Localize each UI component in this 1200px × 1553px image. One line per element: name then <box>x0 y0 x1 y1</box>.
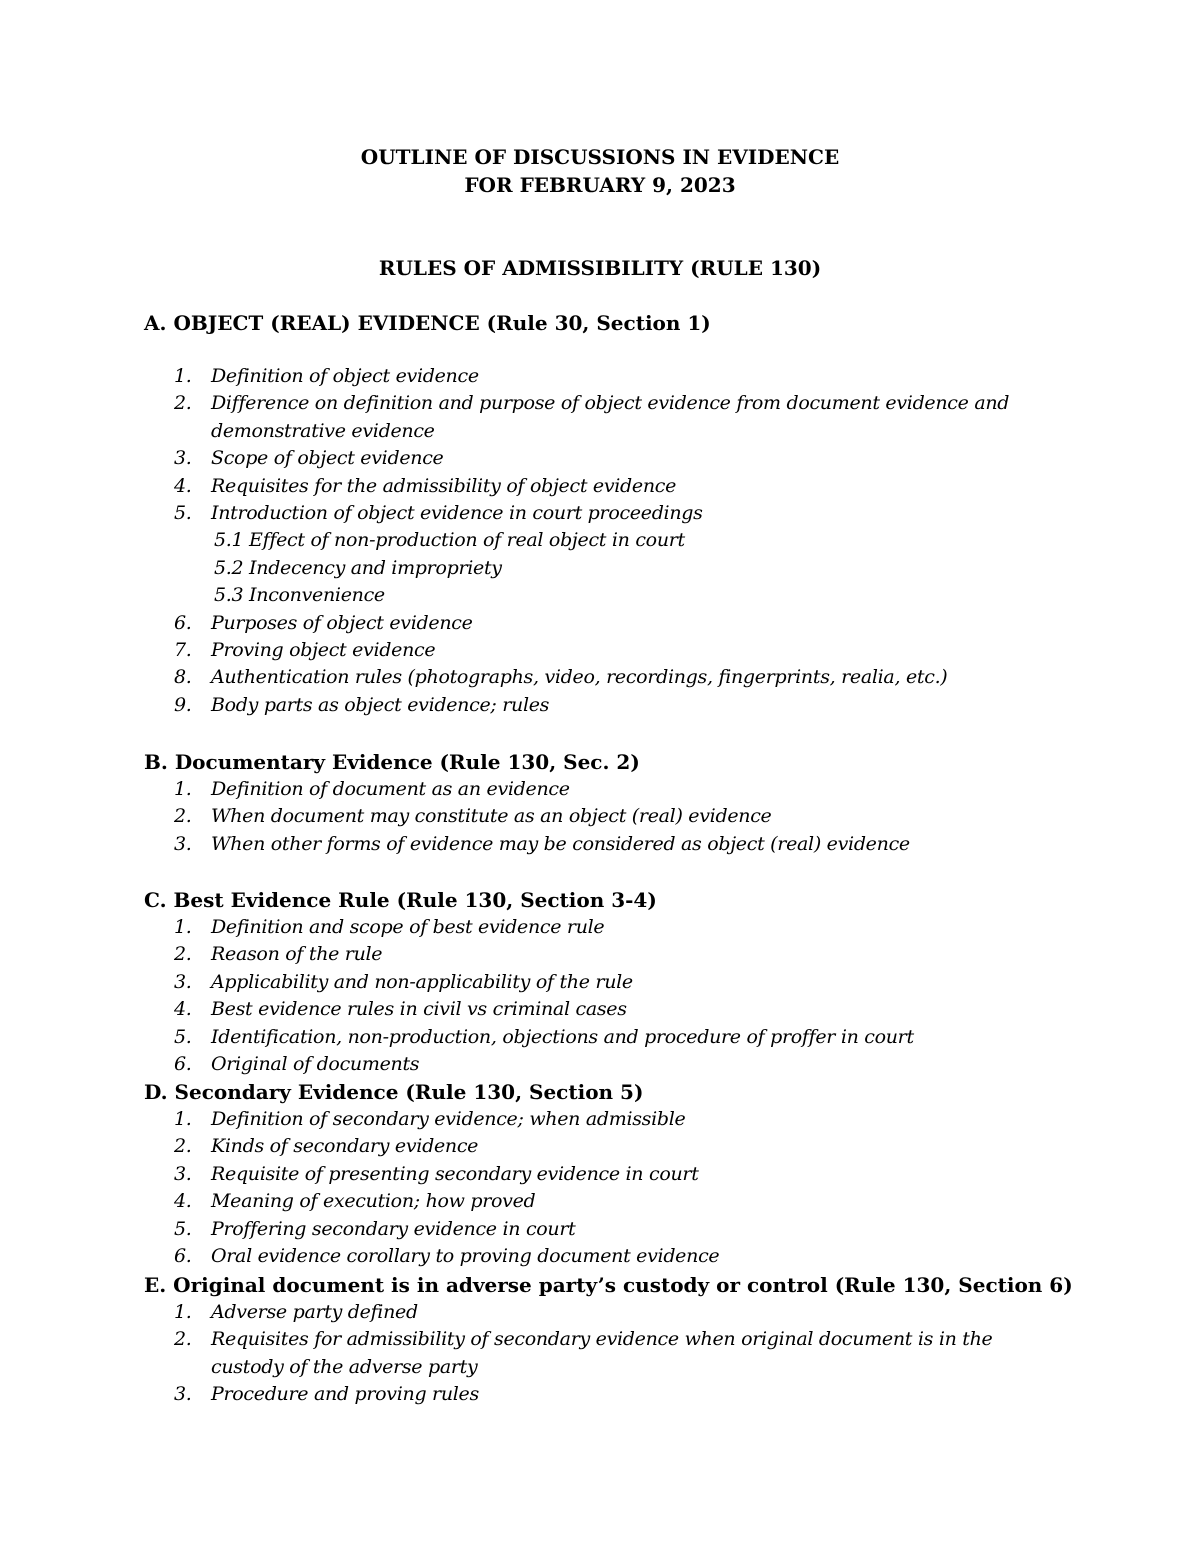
sub-item: 5.2 Indecency and impropriety <box>214 556 502 579</box>
item-number: 5. <box>174 1217 192 1240</box>
item-text: Introduction of object evidence in court proceedings <box>211 502 703 525</box>
item-text: Authentication rules (photographs, video, recordings, fingerprints, realia, etc.) <box>211 666 948 689</box>
item-number: 4. <box>174 998 192 1021</box>
item-text: Purposes of object evidence <box>211 611 473 634</box>
list-item <box>144 692 1060 719</box>
item-text: Definition of document as an evidence <box>211 778 570 800</box>
item-number: 1. <box>174 916 192 938</box>
item-number: 3. <box>174 832 192 855</box>
section-e <box>144 1271 1073 1409</box>
list-item <box>144 363 1060 390</box>
item-text: Requisites for admissibility of secondary evidence when original document is in the custody of the adverse party <box>211 1328 993 1378</box>
item-text: Kinds of secondary evidence <box>211 1135 479 1158</box>
list-item <box>144 1161 1060 1188</box>
item-number: 2. <box>174 1328 192 1351</box>
item-number: 2. <box>174 392 192 415</box>
item-text: Adverse party defined <box>211 1301 418 1323</box>
item-number: 3. <box>174 970 192 993</box>
section-e-heading: E. Original document is in adverse party’s custody or control (Rule 130, Section 6) <box>144 1273 1073 1297</box>
item-text: Requisite of presenting secondary evidence in court <box>211 1162 699 1185</box>
title-line-1: OUTLINE OF DISCUSSIONS IN EVIDENCE <box>360 145 840 169</box>
item-text: Body parts as object evidence; rules <box>211 693 550 716</box>
item-number: 2. <box>174 943 192 966</box>
item-text: Identification, non-production, objections and procedure of proffer in court <box>211 1025 914 1048</box>
list-item <box>144 1051 1060 1078</box>
item-text: Reason of the rule <box>211 943 383 966</box>
item-text: Applicability and non-applicability of the rule <box>211 970 633 993</box>
list-item <box>144 1216 1060 1243</box>
list-item <box>144 831 1060 858</box>
item-number: 5. <box>174 502 192 525</box>
list-item <box>144 941 1060 968</box>
list-item <box>144 390 1060 445</box>
item-text: Requisites for the admissibility of object evidence <box>211 474 677 497</box>
item-text: When document may constitute as an object (real) evidence <box>211 805 772 828</box>
list-item <box>144 637 1060 664</box>
list-item <box>144 1024 1060 1051</box>
item-number: 6. <box>174 1245 192 1268</box>
item-number: 4. <box>174 1190 192 1213</box>
item-text: Proffering secondary evidence in court <box>211 1217 576 1240</box>
title-line-2: FOR FEBRUARY 9, 2023 <box>464 173 736 197</box>
subtitle-text: RULES OF ADMISSIBILITY (RULE 130) <box>378 256 822 280</box>
item-number: 3. <box>174 447 192 470</box>
section-c <box>144 886 1060 1078</box>
sub-item: 5.1 Effect of non-production of real object in court <box>214 529 685 552</box>
item-text: When other forms of evidence may be considered as object (real) evidence <box>211 832 910 855</box>
document-subtitle <box>0 254 1200 282</box>
list-item <box>144 1326 1060 1381</box>
list-item <box>144 610 1060 637</box>
list-item <box>144 1299 1060 1326</box>
list-item <box>144 914 1060 941</box>
item-text: Best evidence rules in civil vs criminal cases <box>211 998 627 1021</box>
section-a-heading: A. OBJECT (REAL) EVIDENCE (Rule 30, Section 1) <box>144 311 711 335</box>
list-item <box>144 969 1060 996</box>
list-item <box>144 664 1060 691</box>
section-d-list <box>144 1106 1060 1270</box>
item-text: Proving object evidence <box>211 639 436 662</box>
section-e-list <box>144 1299 1060 1409</box>
list-item <box>144 445 1060 472</box>
item-text: Procedure and proving rules <box>211 1383 479 1406</box>
item-number: 2. <box>174 1135 192 1158</box>
item-text: Difference on definition and purpose of object evidence from document evidence and demonstrative evidence <box>211 392 1010 442</box>
item-number: 6. <box>174 1053 192 1076</box>
list-item <box>144 776 1060 803</box>
item-text: Oral evidence corollary to proving document evidence <box>211 1245 720 1268</box>
section-d <box>144 1078 1060 1270</box>
list-item <box>144 1381 1060 1408</box>
item-number: 1. <box>174 778 192 800</box>
item-text: Original of documents <box>211 1053 420 1076</box>
section-b-list <box>144 776 1060 858</box>
list-item <box>144 996 1060 1023</box>
item-number: 8. <box>174 666 192 689</box>
item-text: Definition of object evidence <box>211 365 479 387</box>
item-number: 4. <box>174 474 192 497</box>
item-number: 7. <box>174 639 192 662</box>
item-number: 3. <box>174 1383 192 1406</box>
section-b-heading: B. Documentary Evidence (Rule 130, Sec. 2) <box>144 750 640 774</box>
item-number: 9. <box>174 693 192 716</box>
item-text: Definition of secondary evidence; when admissible <box>211 1108 686 1130</box>
item-number: 2. <box>174 805 192 828</box>
list-item <box>144 473 1060 500</box>
list-item <box>144 1133 1060 1160</box>
item-number: 1. <box>174 1108 192 1130</box>
section-b <box>144 748 1060 858</box>
item-text: Scope of object evidence <box>211 447 444 470</box>
document-title <box>0 143 1200 199</box>
list-item <box>144 1106 1060 1133</box>
section-c-list <box>144 914 1060 1078</box>
list-item <box>144 1243 1060 1270</box>
section-a-list <box>144 363 1060 719</box>
section-d-heading: D. Secondary Evidence (Rule 130, Section 5) <box>144 1080 644 1104</box>
section-c-heading: C. Best Evidence Rule (Rule 130, Section 3-4) <box>144 888 657 912</box>
item-number: 1. <box>174 365 192 387</box>
sub-item: 5.3 Inconvenience <box>214 584 385 607</box>
item-number: 6. <box>174 611 192 634</box>
item-text: Meaning of execution; how proved <box>211 1190 536 1213</box>
item-text: Definition and scope of best evidence rule <box>211 916 605 938</box>
section-a <box>144 309 1060 719</box>
list-item <box>144 500 1060 527</box>
list-item <box>144 1188 1060 1215</box>
item-number: 5. <box>174 1025 192 1048</box>
item-number: 1. <box>174 1301 192 1323</box>
item-number: 3. <box>174 1162 192 1185</box>
list-item <box>144 803 1060 830</box>
